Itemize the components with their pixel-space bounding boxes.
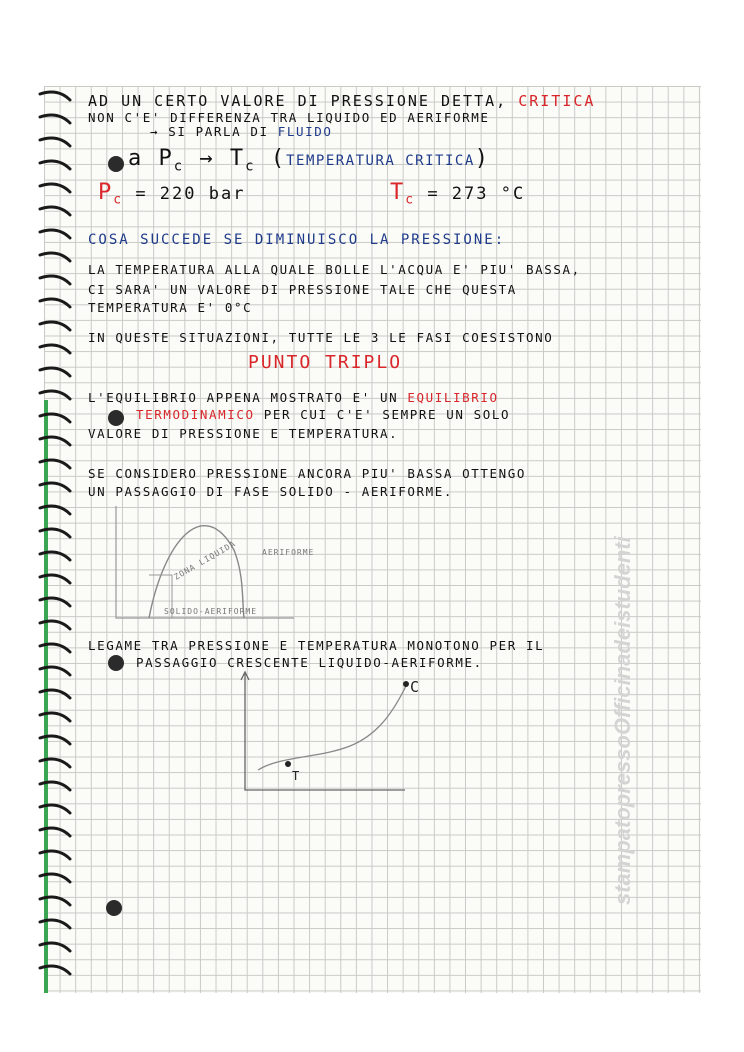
punch-hole [108,410,124,426]
subscript: c [405,192,416,208]
paragraph-line-2: CI SARA' UN VALORE DI PRESSIONE TALE CHE QUESTA [88,282,517,297]
value: = 273 °C [415,184,526,204]
watermark: stampatopressoOfficinadeistudenti [610,536,635,905]
highlight-word: CRITICA [518,92,596,110]
phase-sketch [104,500,315,625]
note-line-1 [88,92,595,110]
punch-hole [108,156,124,172]
paragraph-line-1: LA TEMPERATURA ALLA QUALE BOLLE L'ACQUA E' PIU' BASSA, [88,262,581,277]
paragraph-line-3: TEMPERATURA E' 0°C [88,300,253,315]
triple-point-label: PUNTO TRIPLO [248,352,403,373]
subscript: c [173,158,185,175]
symbol-t: T [390,180,406,205]
highlight-word: FLUIDO [277,124,333,139]
text-segment: L'EQUILIBRIO APPENA MOSTRATO E' UN [88,390,399,405]
text-segment: PER CUI C'E' SEMPRE UN SOLO [254,407,511,422]
note-line-3 [150,124,333,139]
highlight-word: EQUILIBRIO [407,390,499,405]
triple-point-label: T [292,769,300,783]
subscript: c [245,158,256,175]
sublimation-line-2: UN PASSAGGIO DI FASE SOLIDO - AERIFORME. [88,484,454,499]
spiral-binding [36,88,76,988]
equilibrium-line-1 [88,390,499,405]
sketch-label: SOLIDO-AERIFORME [164,607,258,616]
sublimation-line-1: SE CONSIDERO PRESSIONE ANCORA PIU' BASSA OTTENGO [88,466,527,481]
text-segment: AD UN CERTO VALORE DI PRESSIONE DETTA, [88,92,508,110]
highlight-word: TERMODINAMICO [136,407,255,422]
triple-point-marker [285,761,291,767]
question-line: COSA SUCCEDE SE DIMINUISCO LA PRESSIONE: [88,232,506,248]
critical-point-label: C [410,678,420,696]
graph-caption-1: LEGAME TRA PRESSIONE E TEMPERATURA MONOTONO PER IL [88,638,545,653]
text-segment: → T [184,146,246,171]
text-segment: a P [128,146,174,171]
note-line-2: NON C'E' DIFFERENZA TRA LIQUIDO ED AERIFORME [88,110,490,125]
note-line-4 [128,146,490,174]
punch-hole [106,900,122,916]
subscript: c [113,192,124,208]
critical-point-marker [403,681,409,687]
symbol-p: P [98,180,114,205]
text-segment: → SI PARLA DI [150,124,269,139]
text-segment: ) [474,146,491,171]
sketch-label: ZONA LIQUIDA [172,539,238,582]
paragraph-line-4: IN QUESTE SITUAZIONI, TUTTE LE 3 LE FASI COESISTONO [88,330,554,345]
text-segment: ( [255,146,287,171]
pressure-temperature-graph [230,668,430,798]
equilibrium-line-3: VALORE DI PRESSIONE E TEMPERATURA. [88,426,399,441]
punch-hole [108,655,124,671]
sketch-label: AERIFORME [262,548,315,557]
value: = 220 bar [123,184,246,204]
equilibrium-line-2 [136,407,510,422]
highlight-word: TEMPERATURA CRITICA [286,153,475,169]
graph-caption-2: PASSAGGIO CRESCENTE LIQUIDO-AERIFORME. [136,655,483,670]
critical-pressure [98,180,245,207]
critical-temperature [390,180,525,207]
